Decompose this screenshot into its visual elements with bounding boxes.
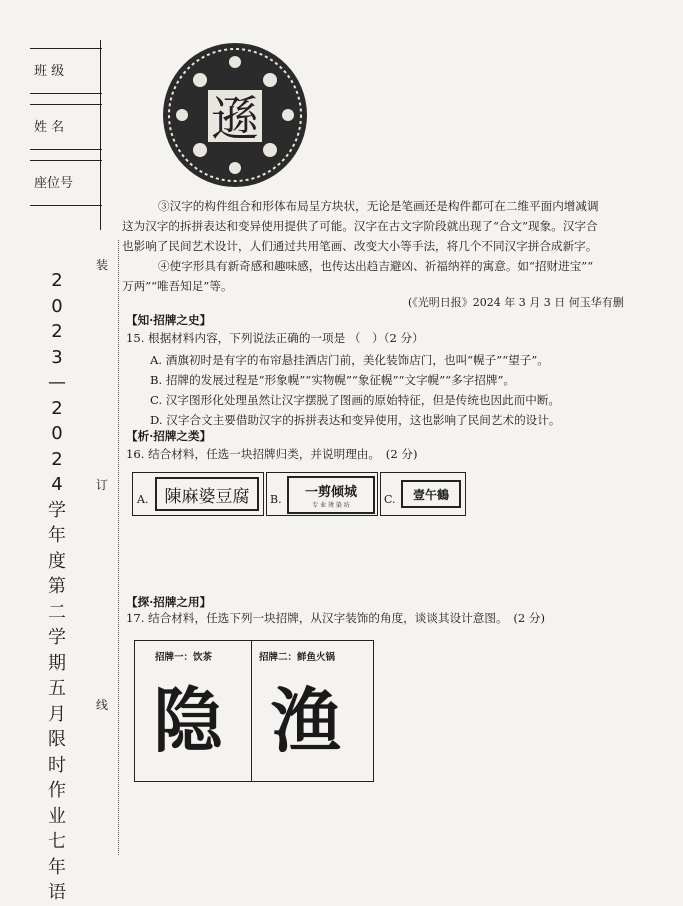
vertical-title-char: 2 — [51, 397, 63, 419]
binding-mark-2: 订 — [96, 478, 109, 492]
option-d: D. 汉字合文主要借助汉字的拆拼表达和变异使用，这也影响了民间艺术的设计。 — [150, 413, 561, 427]
vertical-title-char: 二 — [48, 601, 66, 623]
vertical-title-char: 学 — [48, 499, 66, 521]
name-label: 姓 名 — [34, 120, 65, 135]
paragraph-4-line-1: ④使字形具有新奇感和趣味感，也传达出趋吉避凶、祈福纳祥的寓意。如“招财进宝”“ — [158, 259, 594, 273]
sign-1-label: 招牌一：饮茶 — [155, 652, 213, 663]
paragraph-4-line-2: 万两”“唯吾知足”等。 — [122, 279, 233, 293]
sign-2-label: 招牌二：鲜鱼火锅 — [259, 652, 336, 663]
vertical-title-char: 月 — [48, 703, 66, 725]
sign-c-letter: C. — [384, 493, 396, 506]
vertical-title-char: 语 — [48, 882, 66, 903]
vertical-title-char: 时 — [48, 754, 66, 776]
section-2-heading: 【析·招牌之类】 — [126, 429, 212, 443]
vertical-title-char: 七 — [48, 831, 66, 852]
question-17: 17. 结合材料，任选下列一块招牌，从汉字装饰的角度，谈谈其设计意图。 (2 分) — [126, 611, 546, 625]
vertical-title-char: 五 — [48, 678, 66, 699]
sign-b-text: 一剪倾城 — [304, 485, 357, 500]
vertical-title-char: 度 — [48, 550, 66, 572]
vertical-title-char: 4 — [51, 474, 63, 495]
vertical-title-char: 2 — [51, 448, 63, 470]
margin-rule — [100, 40, 101, 230]
sign-2-glyph: 渔 — [271, 680, 341, 762]
vertical-title-char: 2 — [51, 321, 63, 342]
vertical-title-char: 第 — [48, 576, 66, 597]
vertical-title-char: 0 — [51, 295, 63, 317]
vertical-title-char: 期 — [48, 652, 66, 674]
signboard-table — [134, 640, 374, 782]
question-15: 15. 根据材料内容，下列说法正确的一项是 （ ）（2 分） — [126, 331, 424, 345]
sign-a-text: 陳麻婆豆腐 — [164, 486, 250, 507]
vertical-title-char: — — [48, 372, 66, 393]
binding-mark-1: 装 — [96, 258, 109, 272]
option-c: C. 汉字图形化处理虽然让汉字摆脱了图画的原始特征，但是传统也因此而中断。 — [150, 393, 561, 407]
vertical-title-char: 业 — [48, 805, 66, 827]
vertical-exam-title — [44, 268, 70, 906]
binding-mark-3: 线 — [96, 698, 109, 712]
vertical-title-char: 学 — [48, 627, 66, 648]
vertical-title-char: 作 — [48, 780, 66, 801]
sign-a-letter: A. — [137, 493, 149, 506]
sign-b-subtext: 专 业 烫 染 坊 — [312, 502, 350, 509]
sign-c-text: 壹午鶴 — [412, 487, 449, 502]
paragraph-3-line-3: 也影响了民间艺术设计，人们通过共用笔画、改变大小等手法，将几个不同汉字拼合成新字。 — [122, 239, 598, 253]
paragraph-3-line-1: ③汉字的构件组合和形体布局呈方块状，无论是笔画还是构件都可在二维平面内增减调 — [158, 199, 599, 213]
class-label: 班 级 — [34, 64, 65, 79]
sign-a-board — [155, 477, 259, 511]
option-b: B. 招牌的发展过程是“形象幌”“实物幌”“象征幌”“文字幌”“多字招牌”。 — [150, 373, 516, 387]
source-citation: (《光明日报》2024 年 3 月 3 日 何玉华有删 — [408, 296, 624, 309]
option-a: A. 酒旗初时是有字的布帘悬挂酒店门前，美化装饰店门，也叫“幌子”“望子”。 — [150, 353, 549, 367]
sign-option-a — [132, 472, 264, 516]
sign-c-board — [401, 480, 461, 508]
vertical-title-char: 2 — [51, 270, 63, 291]
paragraph-3-line-2: 这为汉字的拆拼表达和变异使用提供了可能。汉字在古文字阶段就出现了“合文”现象。汉字合 — [122, 219, 598, 233]
table-divider — [251, 641, 252, 781]
binding-line — [118, 240, 119, 855]
svg-text:遜: 遜 — [210, 91, 260, 147]
sign-b-board — [287, 476, 375, 514]
decorative-seal-image — [160, 40, 310, 190]
section-3-heading: 【探·招牌之用】 — [126, 595, 212, 609]
question-16: 16. 结合材料，任选一块招牌归类，并说明理由。 (2 分) — [126, 447, 418, 461]
section-1-heading: 【知·招牌之史】 — [126, 313, 212, 327]
vertical-title-char: 0 — [51, 423, 63, 444]
vertical-title-char: 3 — [51, 346, 63, 368]
sign-1-glyph: 隐 — [153, 680, 223, 762]
sign-option-c — [380, 472, 466, 516]
sign-option-b — [266, 472, 378, 516]
sign-b-letter: B. — [270, 493, 282, 506]
vertical-title-char: 年 — [48, 525, 66, 546]
vertical-title-char: 限 — [48, 729, 66, 750]
seat-label: 座位号 — [34, 176, 74, 191]
vertical-title-char: 年 — [48, 856, 66, 878]
